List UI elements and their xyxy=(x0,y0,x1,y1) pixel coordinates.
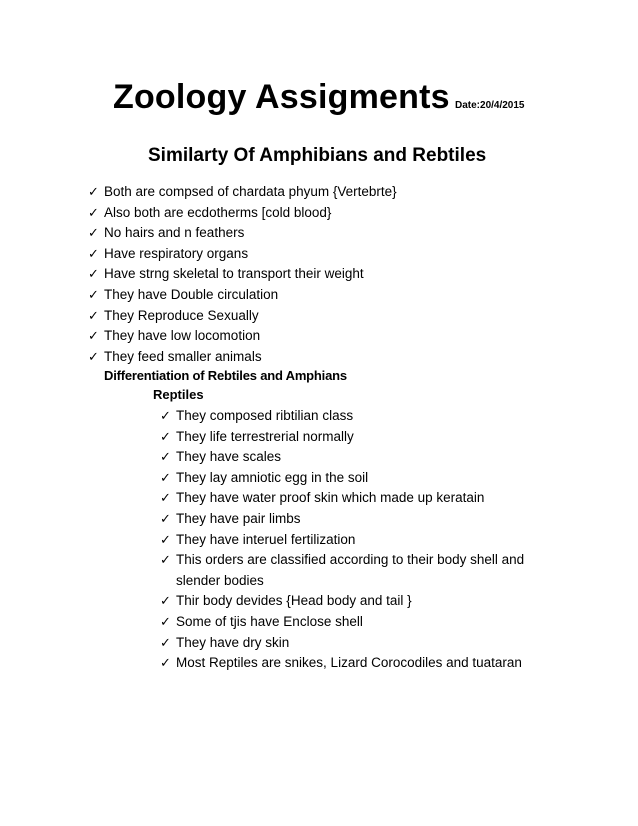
list-item: ✓ Some of tjis have Enclose shell xyxy=(160,612,536,633)
checkmark-icon: ✓ xyxy=(88,245,99,261)
section-subtitle: Similarty Of Amphibians and Rebtiles xyxy=(148,145,487,166)
list-item: ✓ Most Reptiles are snikes, Lizard Corocodiles and tuataran xyxy=(160,653,536,674)
differentiation-heading: Differentiation of Rebtiles and Amphians xyxy=(104,368,347,383)
checkmark-icon: ✓ xyxy=(88,286,99,302)
checkmark-icon: ✓ xyxy=(160,634,171,650)
checkmark-icon: ✓ xyxy=(160,510,171,526)
checkmark-icon: ✓ xyxy=(160,552,171,568)
list-item: ✓ They have water proof skin which made up keratain xyxy=(160,488,536,509)
list-item: ✓ They composed ribtilian class xyxy=(160,406,536,427)
list-item: ✓ They have low locomotion xyxy=(88,326,397,347)
list-item: ✓ Have respiratory organs xyxy=(88,244,397,265)
list-item: ✓ They have dry skin xyxy=(160,633,536,654)
list-item: ✓ They lay amniotic egg in the soil xyxy=(160,468,536,489)
checkmark-icon: ✓ xyxy=(160,655,171,671)
list-item: ✓ They have Double circulation xyxy=(88,285,397,306)
checkmark-icon: ✓ xyxy=(160,531,171,547)
list-item: ✓ They Reproduce Sexually xyxy=(88,306,397,327)
list-item: ✓ They have interuel fertilization xyxy=(160,530,536,551)
checkmark-icon: ✓ xyxy=(160,428,171,444)
checkmark-icon: ✓ xyxy=(88,266,99,282)
checkmark-icon: ✓ xyxy=(160,593,171,609)
checkmark-icon: ✓ xyxy=(160,490,171,506)
similarities-list xyxy=(88,182,397,367)
page-title: Zoology Assigments xyxy=(113,78,450,116)
list-item: ✓ Thir body devides {Head body and tail } xyxy=(160,591,536,612)
list-item: ✓ This orders are classified according to their body shell and slender bodies xyxy=(160,552,525,588)
reptiles-list xyxy=(160,406,536,674)
checkmark-icon: ✓ xyxy=(88,328,99,344)
list-item: ✓ Have strng skeletal to transport their weight xyxy=(88,264,397,285)
date-label: Date:20/4/2015 xyxy=(455,100,525,111)
list-item: ✓ They have scales xyxy=(160,447,536,468)
checkmark-icon: ✓ xyxy=(88,225,99,241)
checkmark-icon: ✓ xyxy=(160,613,171,629)
checkmark-icon: ✓ xyxy=(160,408,171,423)
checkmark-icon: ✓ xyxy=(88,348,99,364)
list-item: ✓ No hairs and n feathers xyxy=(88,223,397,244)
list-item: ✓ They have pair limbs xyxy=(160,509,536,530)
title-row xyxy=(113,78,573,126)
checkmark-icon: ✓ xyxy=(88,204,99,220)
checkmark-icon: ✓ xyxy=(88,307,99,323)
list-item: ✓ They life terrestrerial normally xyxy=(160,427,536,448)
checkmark-icon: ✓ xyxy=(160,469,171,485)
checkmark-icon: ✓ xyxy=(88,184,99,199)
list-item: ✓ Also both are ecdotherms [cold blood} xyxy=(88,203,397,224)
reptiles-heading: Reptiles xyxy=(153,387,204,402)
list-item: ✓ Both are compsed of chardata phyum {Vertebrte} xyxy=(88,182,397,203)
list-item: ✓ They feed smaller animals xyxy=(88,347,397,368)
checkmark-icon: ✓ xyxy=(160,449,171,465)
